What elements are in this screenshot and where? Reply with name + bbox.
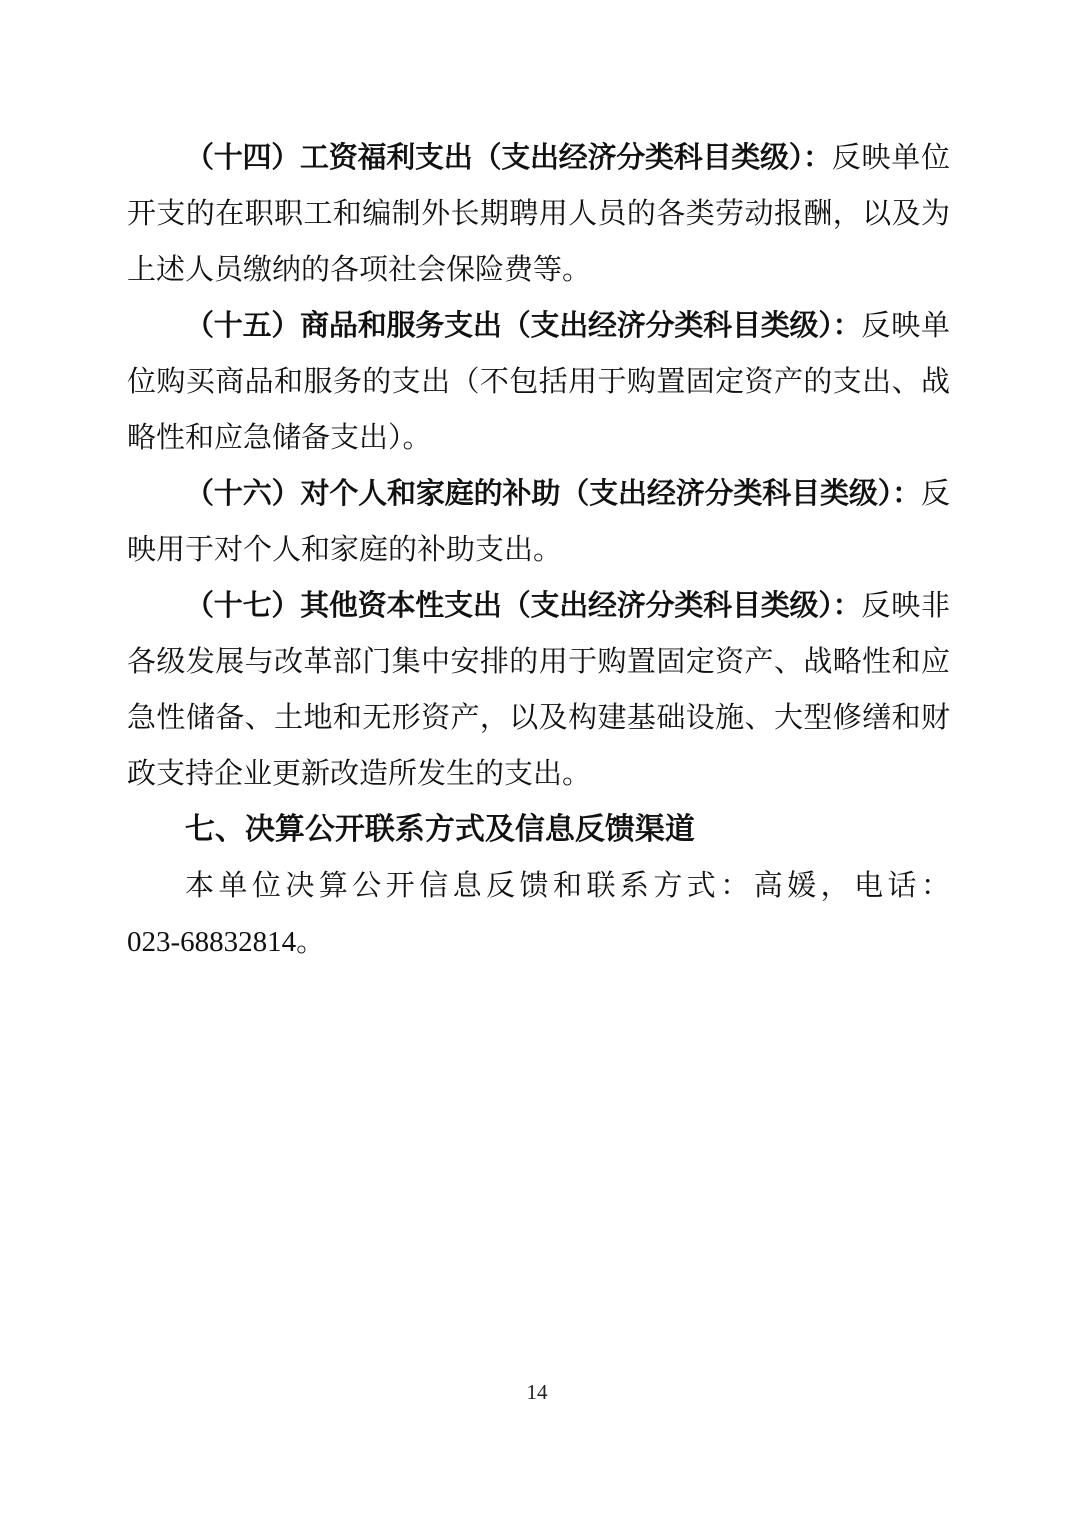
paragraph-body: 反映单位开支的在职职工和编制外长期聘用人员的各类劳动报酬，以及为上述人员缴纳的各项社会保险费等。 (127, 142, 950, 286)
section-heading: 七、决算公开联系方式及信息反馈渠道 (184, 813, 695, 846)
paragraph-lead: （十六）对个人和家庭的补助（支出经济分类科目类级）： (185, 478, 921, 510)
paragraph-lead: （十四）工资福利支出（支出经济分类科目类级）： (185, 142, 832, 174)
definition-paragraph-15 (127, 298, 950, 466)
paragraph-lead: （十七）其他资本性支出（支出经济分类科目类级）： (185, 590, 862, 622)
contact-text: 本单位决算公开信息反馈和联系方式：高媛，电话： (185, 870, 950, 902)
document-body (127, 130, 950, 970)
phone-number: 023-68832814 (127, 926, 297, 958)
paragraph-lead: （十五）商品和服务支出（支出经济分类科目类级）： (185, 310, 862, 342)
definition-paragraph-17 (127, 578, 950, 802)
definition-paragraph-14 (127, 130, 950, 298)
contact-paragraph (127, 858, 950, 970)
paragraph-body: 反映用于对个人和家庭的补助支出。 (127, 478, 950, 566)
paragraph-body: 反映非各级发展与改革部门集中安排的用于购置固定资产、战略性和应急性储备、土地和无形资产，以及构建基础设施、大型修缮和财政支持企业更新改造所发生的支出。 (127, 590, 950, 790)
sentence-period: 。 (296, 926, 326, 958)
page-number: 14 (526, 1380, 548, 1404)
paragraph-body: 反映单位购买商品和服务的支出（不包括用于购置固定资产的支出、战略性和应急储备支出）。 (127, 310, 950, 454)
definition-paragraph-16 (127, 466, 950, 578)
